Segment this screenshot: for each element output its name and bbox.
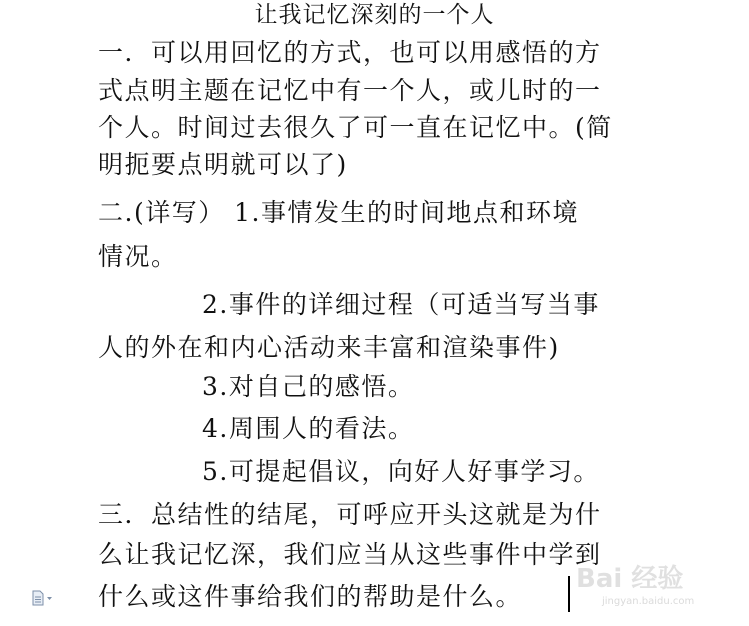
text-line: 5.可提起倡议，向好人好事学习。 bbox=[202, 457, 600, 486]
text-line: 明扼要点明就可以了) bbox=[98, 150, 348, 179]
text-line: 人的外在和内心活动来丰富和渲染事件) bbox=[98, 333, 560, 362]
watermark-url: jingyan.baidu.com bbox=[602, 596, 695, 607]
baidu-watermark bbox=[576, 558, 726, 608]
text-line: 4.周围人的看法。 bbox=[202, 414, 415, 443]
text-line: 一．可以用回忆的方式，也可以用感悟的方 bbox=[98, 38, 602, 67]
text-line: 个人。时间过去很久了可一直在记忆中。(简 bbox=[98, 113, 613, 142]
text-cursor bbox=[568, 576, 570, 612]
text-line: 式点明主题在记忆中有一个人，或儿时的一 bbox=[98, 76, 602, 105]
text-line: 情况。 bbox=[98, 242, 178, 271]
text-line: 三．总结性的结尾，可呼应开头这就是为什 bbox=[98, 500, 602, 529]
text-line: 么让我记忆深，我们应当从这些事件中学到 bbox=[98, 540, 602, 569]
text-line: 2.事件的详细过程（可适当写当事 bbox=[202, 290, 600, 319]
text-line: 什么或这件事给我们的帮助是什么。 bbox=[98, 582, 523, 611]
text-line: 3.对自己的感悟。 bbox=[202, 372, 415, 401]
text-line: 二.(详写） 1.事情发生的时间地点和环境 bbox=[98, 198, 580, 227]
document-title: 让我记忆深刻的一个人 bbox=[254, 2, 495, 28]
watermark-logo: Bai 经验 bbox=[576, 564, 684, 594]
document-icon[interactable] bbox=[30, 590, 56, 606]
